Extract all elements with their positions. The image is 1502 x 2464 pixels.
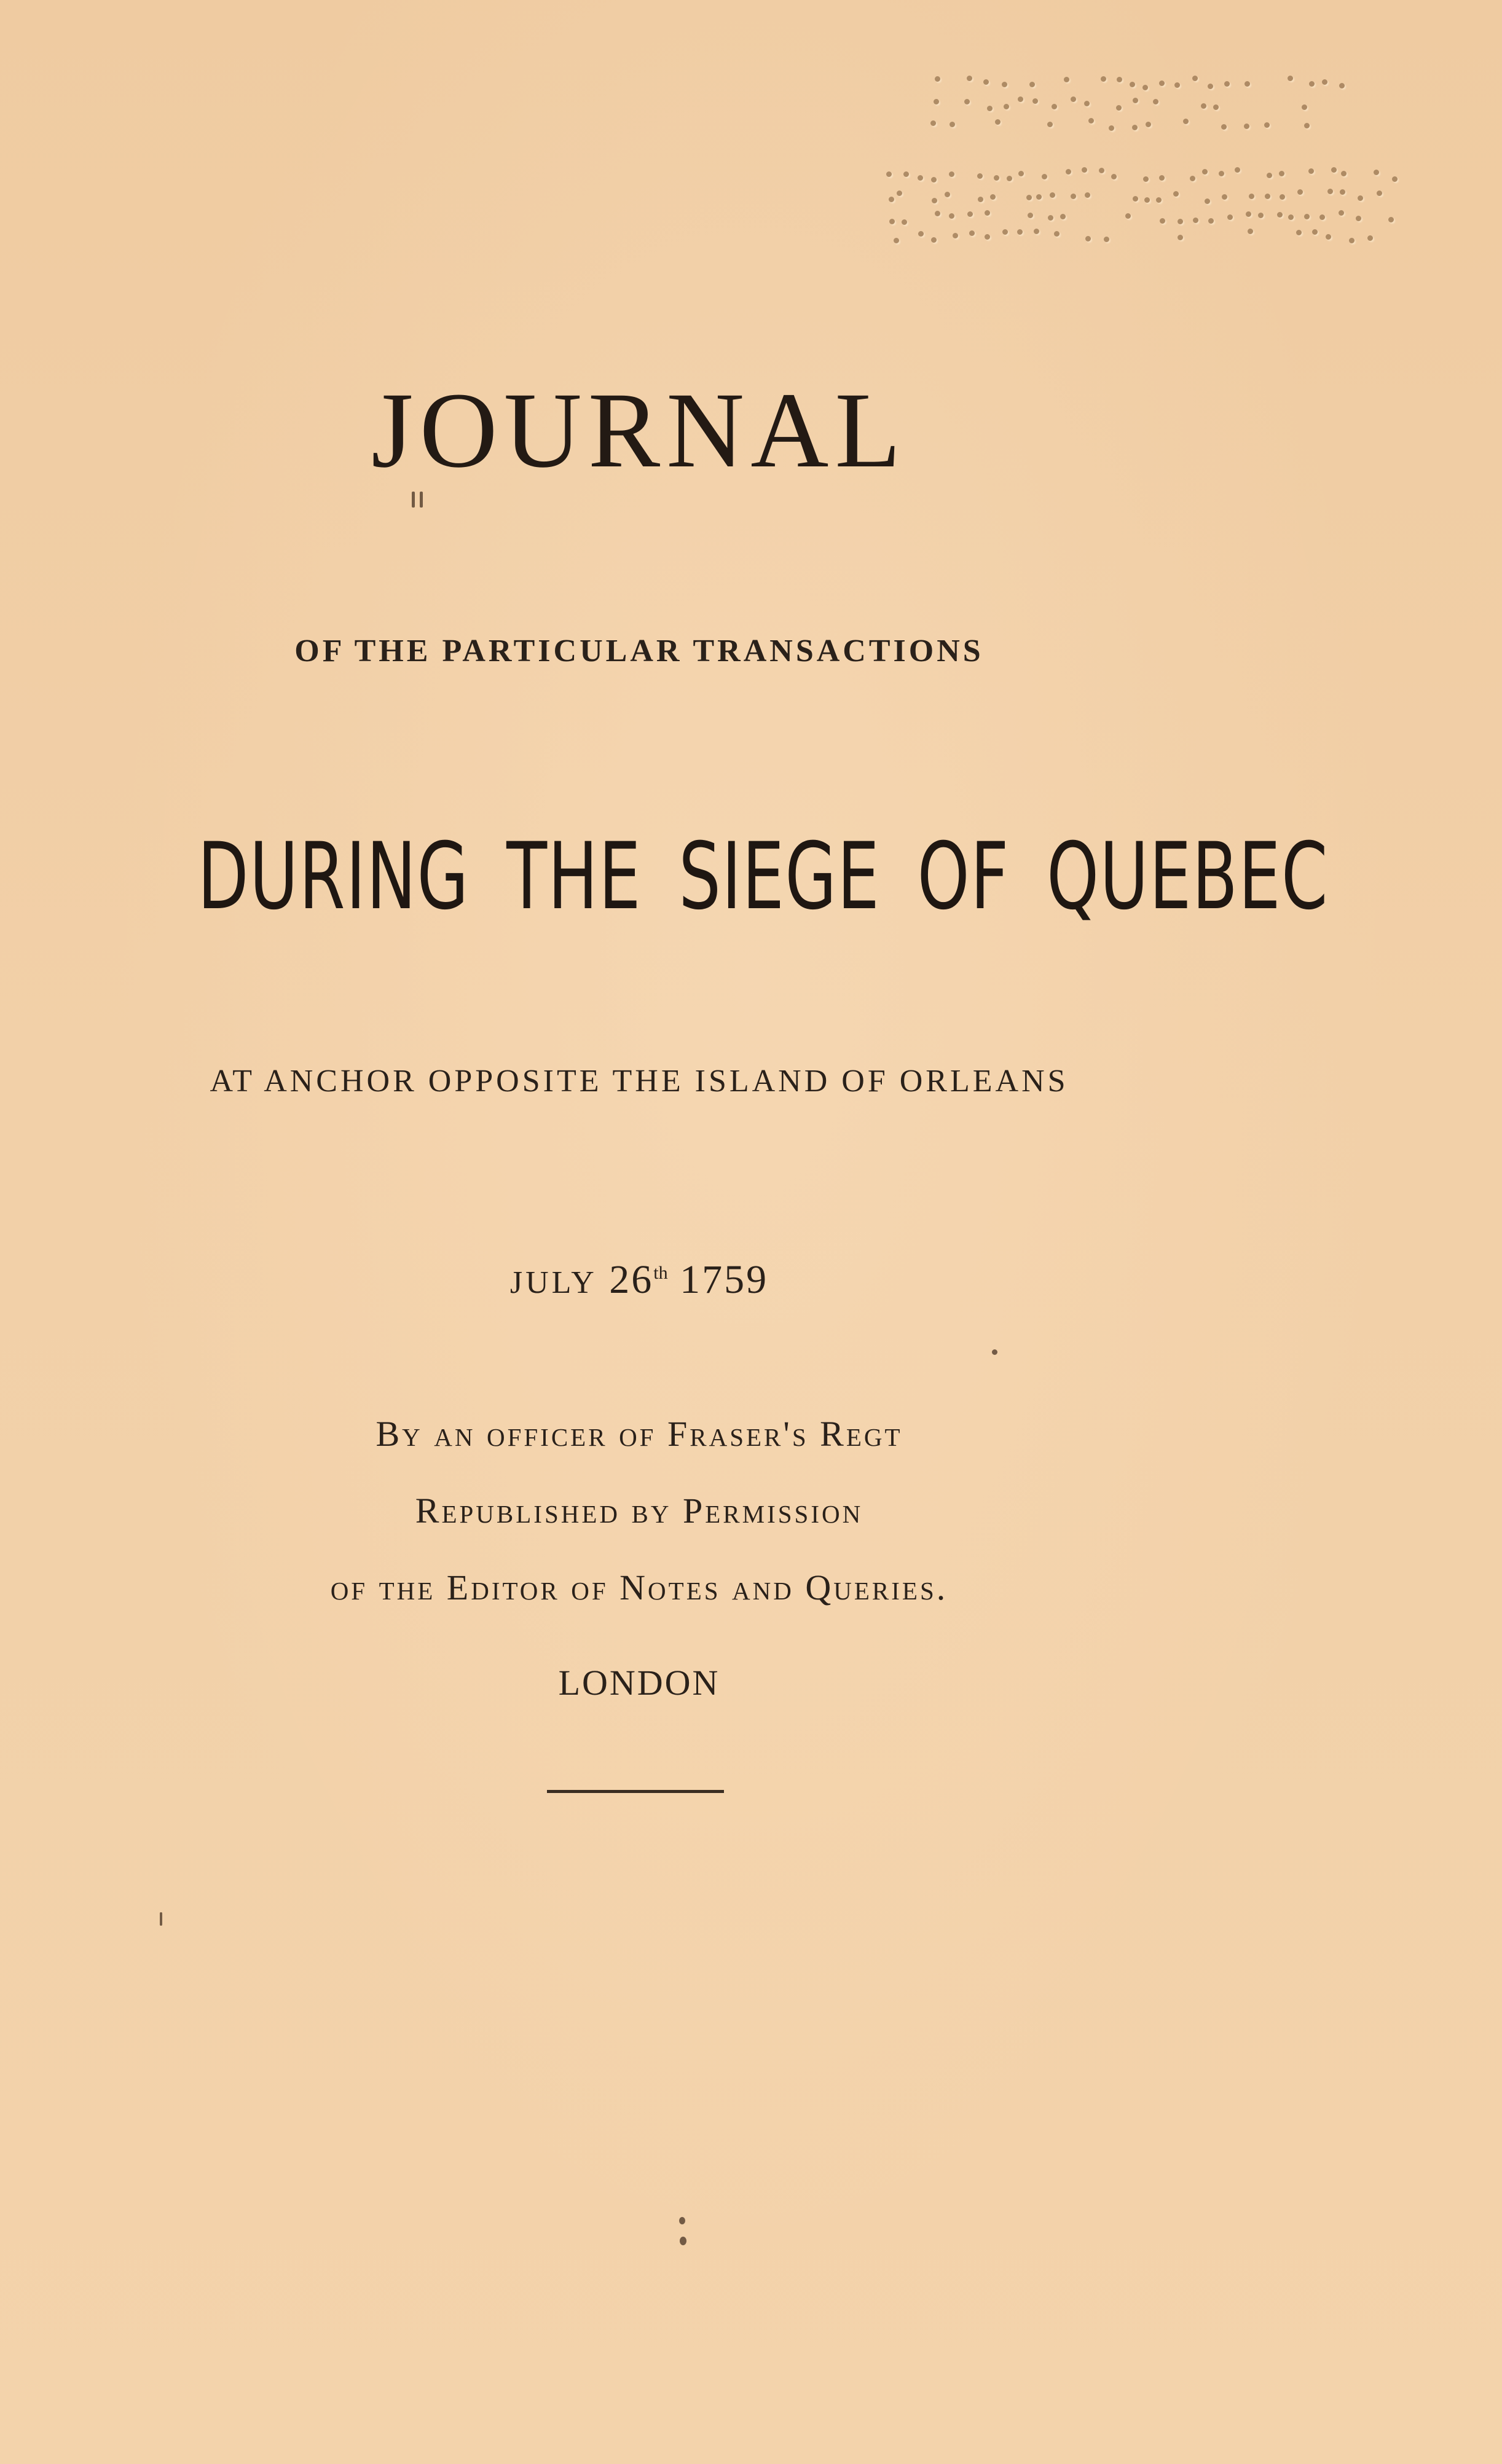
perforation-dot <box>1358 195 1363 201</box>
perforation-dot <box>1117 77 1122 82</box>
perforation-dot <box>1066 169 1071 175</box>
ink-speck <box>420 492 423 508</box>
perforation-dot <box>931 237 937 243</box>
perforation-dot <box>889 219 895 224</box>
perforation-dot <box>969 230 975 236</box>
perforation-dot <box>1018 96 1023 102</box>
perforation-dot <box>1047 122 1053 127</box>
perforation-dot <box>945 192 950 197</box>
perforation-dot <box>977 173 983 179</box>
perforation-dot <box>1109 125 1114 131</box>
perforation-dot <box>1219 171 1224 176</box>
perforation-dot <box>950 122 955 127</box>
perforation-dot <box>1208 84 1213 89</box>
perforation-dot <box>1224 81 1230 87</box>
perforation-dot <box>1085 236 1091 241</box>
ink-speck <box>679 2217 685 2224</box>
perforation-dot <box>1331 167 1337 173</box>
perforation-dot <box>1048 215 1053 221</box>
perforation-dot <box>994 175 999 181</box>
perforation-dot <box>935 211 940 216</box>
perforation-dot <box>978 197 983 202</box>
perforation-dot <box>1341 171 1347 176</box>
date-month: JULY <box>509 1265 597 1300</box>
perforation-dot <box>1132 125 1138 130</box>
perforation-dot <box>1042 174 1047 179</box>
perforation-dot <box>1202 169 1208 175</box>
perforation-dot <box>1104 237 1109 242</box>
source-line: of the Editor of Notes and Queries. <box>330 1567 948 1607</box>
perforation-dot <box>1159 175 1165 181</box>
perforation-dot <box>1146 122 1151 127</box>
perforation-dot <box>1183 119 1189 124</box>
date-day <box>609 1257 667 1302</box>
perforation-dot <box>1173 191 1179 197</box>
perforation-dot <box>1246 211 1251 217</box>
perforation-dot <box>1339 83 1345 88</box>
perforation-dot <box>931 177 937 182</box>
perforation-dot <box>1304 214 1310 219</box>
perforation-dot <box>1032 98 1038 104</box>
perforation-dot <box>1279 171 1284 176</box>
perforation-dot <box>1264 122 1270 128</box>
perforation-dot <box>1322 79 1327 85</box>
perforation-dot <box>1082 167 1087 173</box>
perforated-stamp <box>873 68 1395 246</box>
perforation-dot <box>1026 195 1032 200</box>
perforation-dot <box>949 213 954 219</box>
perforation-dot <box>1367 235 1373 241</box>
perforation-dot <box>903 171 909 177</box>
perforation-dot <box>918 175 923 181</box>
perforation-dot <box>1099 168 1104 173</box>
perforation-dot <box>886 171 892 177</box>
perforation-dot <box>1221 124 1227 130</box>
siege-headline <box>179 823 1329 930</box>
perforation-dot <box>1280 194 1285 200</box>
perforation-dot <box>1036 194 1042 200</box>
perforation-dot <box>1222 194 1227 200</box>
perforation-dot <box>1205 198 1210 204</box>
perforation-dot <box>1392 176 1398 182</box>
perforation-dot <box>1050 192 1055 198</box>
perforation-dot <box>1144 197 1150 203</box>
perforation-dot <box>1312 229 1318 235</box>
perforation-dot <box>967 76 972 81</box>
perforation-dot <box>1116 105 1122 111</box>
perforation-dot <box>1374 170 1379 175</box>
perforation-dot <box>967 211 973 217</box>
perforation-dot <box>987 106 993 111</box>
ink-speck <box>992 1349 997 1355</box>
perforation-dot <box>1101 76 1106 82</box>
perforation-dot <box>964 99 970 104</box>
date-day-suffix: th <box>653 1263 668 1283</box>
perforation-dot <box>1054 231 1060 237</box>
perforation-dot <box>1174 82 1180 88</box>
perforation-dot <box>983 79 989 85</box>
perforation-dot <box>949 171 954 177</box>
perforation-dot <box>935 76 940 82</box>
perforation-dot <box>1265 194 1270 199</box>
perforation-dot <box>1178 219 1183 224</box>
perforation-dot <box>1004 104 1009 109</box>
perforation-dot <box>990 194 996 200</box>
perforation-dot <box>1111 174 1117 179</box>
headline-word: OF <box>917 823 1010 930</box>
perforation-dot <box>995 119 1001 125</box>
perforation-dot <box>1133 196 1138 202</box>
perforation-dot <box>1288 214 1294 220</box>
perforation-dot <box>1340 189 1345 195</box>
author-line: By an officer of Fraser's Regt <box>376 1414 903 1454</box>
divider-rule <box>547 1790 724 1793</box>
perforation-dot <box>1142 85 1148 90</box>
perforation-dot <box>1028 213 1033 218</box>
perforation-dot <box>1319 214 1325 220</box>
headline-word: SIEGE <box>678 823 881 930</box>
perforation-dot <box>1208 218 1214 224</box>
perforation-dot <box>1377 190 1382 196</box>
date-day-number: 26 <box>609 1257 654 1302</box>
headline-word: THE <box>506 823 642 930</box>
perforation-dot <box>1125 213 1131 219</box>
perforation-dot <box>1302 104 1307 110</box>
perforation-dot <box>1064 77 1069 82</box>
date-line <box>0 1257 1278 1303</box>
perforation-dot <box>1060 214 1066 219</box>
perforation-dot <box>1017 229 1023 235</box>
perforation-dot <box>1296 230 1302 235</box>
perforation-dot <box>1160 218 1165 224</box>
perforation-dot <box>1327 189 1333 194</box>
perforation-dot <box>1034 229 1039 234</box>
perforation-dot <box>1388 217 1394 222</box>
perforation-dot <box>1258 213 1264 218</box>
journal-title: JOURNAL <box>371 371 907 490</box>
perforation-dot <box>894 238 899 243</box>
perforation-dot <box>1356 216 1361 221</box>
perforation-dot <box>1052 104 1057 109</box>
perforation-dot <box>1002 82 1007 87</box>
perforation-dot <box>1277 212 1283 218</box>
perforation-dot <box>1007 176 1012 181</box>
perforation-dot <box>1088 118 1094 124</box>
perforation-dot <box>1288 76 1293 81</box>
anchor-location: AT ANCHOR OPPOSITE THE ISLAND OF ORLEANS <box>210 1064 1069 1099</box>
perforation-dot <box>1159 80 1165 86</box>
perforation-dot <box>1309 81 1315 87</box>
ink-speck <box>412 492 415 508</box>
perforation-dot <box>934 99 939 104</box>
perforation-dot <box>953 233 958 238</box>
perforation-dot <box>1143 176 1149 182</box>
perforation-dot <box>1029 82 1035 87</box>
perforation-dot <box>1248 229 1253 234</box>
date-year: 1759 <box>680 1257 769 1302</box>
perforation-dot <box>1133 98 1138 103</box>
perforation-dot <box>1071 96 1076 102</box>
perforation-dot <box>1190 176 1195 181</box>
perforation-dot <box>1156 197 1162 203</box>
perforation-dot <box>985 234 990 240</box>
perforation-dot <box>1308 168 1314 174</box>
perforation-dot <box>1339 210 1344 216</box>
perforation-dot <box>889 197 894 202</box>
perforation-dot <box>1267 173 1272 178</box>
perforation-dot <box>897 190 902 196</box>
perforation-dot <box>1244 124 1249 129</box>
ink-speck <box>160 1912 162 1926</box>
perforation-dot <box>1244 81 1250 87</box>
journal-subtitle: OF THE PARTICULAR TRANSACTIONS <box>294 634 984 669</box>
perforation-dot <box>902 219 907 225</box>
publisher-line: Republished by Permission <box>415 1491 863 1531</box>
perforation-dot <box>1227 214 1233 220</box>
headline-word: DURING <box>197 823 470 930</box>
perforation-dot <box>1213 104 1219 110</box>
perforation-dot <box>1235 167 1240 173</box>
perforation-dot <box>1193 218 1198 223</box>
perforation-dot <box>932 198 937 203</box>
perforation-dot <box>1018 171 1024 176</box>
perforation-dot <box>1304 123 1310 128</box>
perforation-dot <box>1153 99 1158 104</box>
perforation-dot <box>1192 76 1198 81</box>
perforation-dot <box>1071 194 1076 199</box>
perforation-dot <box>1201 103 1206 109</box>
headline-word: QUEBEC <box>1047 823 1329 930</box>
perforation-dot <box>918 231 924 237</box>
perforation-dot <box>1130 82 1135 87</box>
perforation-dot <box>1349 238 1355 243</box>
perforation-dot <box>1084 101 1090 106</box>
perforation-dot <box>1249 194 1254 199</box>
perforation-dot <box>1085 192 1090 198</box>
perforation-dot <box>1178 235 1183 240</box>
perforation-dot <box>1297 189 1303 195</box>
perforation-dot <box>1326 234 1331 240</box>
ink-speck <box>680 2237 686 2245</box>
perforation-dot <box>930 120 936 126</box>
perforation-dot <box>985 210 990 216</box>
imprint-city: LONDON <box>558 1663 720 1703</box>
perforation-dot <box>1002 229 1008 235</box>
